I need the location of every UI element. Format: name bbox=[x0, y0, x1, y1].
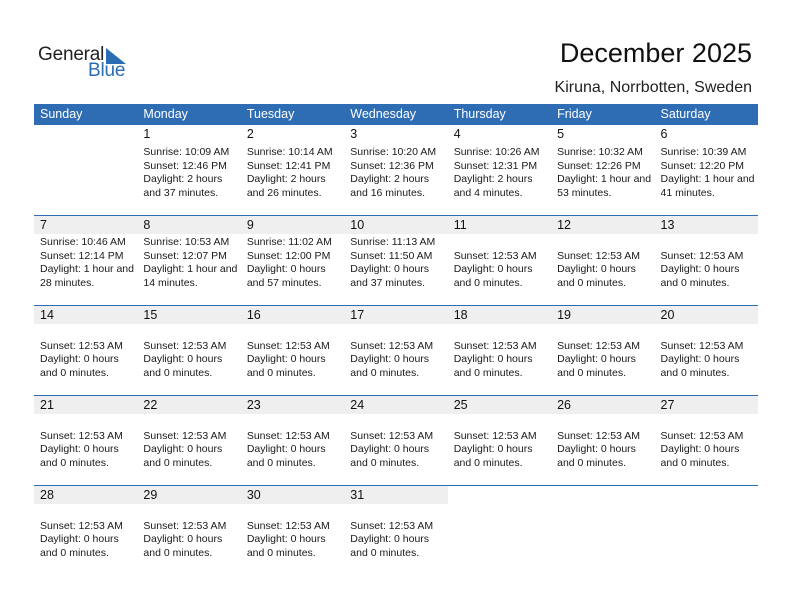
page-title: December 2025 bbox=[559, 38, 752, 68]
day-details bbox=[551, 504, 654, 560]
sunset-text: Sunset: 12:53 AM bbox=[660, 339, 744, 352]
day-number: 1 bbox=[143, 127, 151, 141]
day-details bbox=[655, 324, 758, 380]
day-details bbox=[34, 234, 137, 290]
info-row bbox=[34, 144, 758, 200]
calendar-week bbox=[34, 305, 758, 395]
day-details bbox=[448, 414, 551, 470]
daylight-text: Daylight: 0 hours bbox=[246, 443, 326, 455]
daylight-text: 14 minutes. bbox=[143, 276, 198, 289]
daylight-text: and 0 minutes. bbox=[660, 456, 730, 469]
sunrise-text: Sunrise: 11:13 AM bbox=[350, 236, 436, 248]
daylight-text: and 0 minutes. bbox=[143, 456, 213, 469]
sunrise-text: Sunrise: 10:09 AM bbox=[143, 146, 230, 158]
daylight-text: 41 minutes. bbox=[660, 186, 715, 199]
sunrise-text: Sunrise: 10:20 AM bbox=[350, 146, 437, 158]
daylight-text: Daylight: 1 hour and bbox=[40, 263, 134, 275]
daylight-text: and 0 minutes. bbox=[557, 276, 626, 289]
daylight-text: and 0 minutes. bbox=[246, 456, 316, 469]
weekday-header bbox=[34, 104, 758, 125]
daylight-text: Daylight: 0 hours bbox=[660, 443, 740, 455]
day-details bbox=[34, 324, 137, 380]
daylight-text: Daylight: 1 hour and bbox=[660, 173, 755, 185]
day-details bbox=[137, 414, 240, 470]
date-bar bbox=[34, 125, 758, 144]
daylight-text: Daylight: 0 hours bbox=[246, 263, 326, 275]
info-row bbox=[34, 504, 758, 560]
sunset-text: Sunset: 12:53 AM bbox=[143, 429, 227, 442]
daylight-text: Daylight: 0 hours bbox=[557, 443, 636, 455]
sunset-text: Sunset: 12:53 AM bbox=[557, 429, 640, 442]
sunset-text: Sunset: 12:46 PM bbox=[143, 159, 227, 172]
weekday-friday: Friday bbox=[557, 107, 592, 121]
daylight-text: and 0 minutes. bbox=[453, 456, 523, 469]
daylight-text: and 37 minutes. bbox=[350, 276, 425, 289]
day-number: 27 bbox=[655, 396, 758, 414]
sunset-text: Sunset: 12:20 PM bbox=[660, 159, 744, 172]
sunset-text: Sunset: 12:31 PM bbox=[453, 159, 538, 172]
daylight-text: Daylight: 0 hours bbox=[350, 533, 430, 545]
daylight-text: Daylight: 0 hours bbox=[143, 533, 223, 545]
daylight-text: Daylight: 0 hours bbox=[246, 533, 326, 545]
daylight-text: Daylight: 1 hour and bbox=[557, 173, 652, 185]
sunset-text: Sunset: 12:26 PM bbox=[557, 159, 641, 172]
day-details bbox=[241, 414, 344, 470]
sunrise-text bbox=[350, 326, 447, 340]
day-details bbox=[241, 324, 344, 380]
daylight-text: and 0 minutes. bbox=[350, 456, 420, 469]
sunrise-text bbox=[454, 416, 551, 430]
weekday-thursday: Thursday bbox=[453, 107, 506, 121]
day-details bbox=[551, 234, 654, 290]
day-details bbox=[34, 144, 137, 200]
day-number: 2 bbox=[246, 127, 254, 141]
daylight-text: Daylight: 0 hours bbox=[350, 443, 430, 455]
daylight-text: and 0 minutes. bbox=[40, 456, 109, 469]
day-number: 9 bbox=[241, 216, 344, 234]
daylight-text: Daylight: 1 hour and bbox=[143, 263, 238, 275]
sunset-text: Sunset: 12:53 AM bbox=[246, 339, 330, 352]
logo bbox=[38, 44, 138, 80]
sunset-text: Sunset: 12:53 AM bbox=[557, 339, 640, 352]
day-details bbox=[137, 144, 240, 200]
day-number: 18 bbox=[448, 306, 551, 324]
daylight-text: 28 minutes. bbox=[40, 276, 95, 289]
daylight-text: and 4 minutes. bbox=[453, 186, 523, 199]
day-details bbox=[344, 414, 447, 470]
daylight-text: Daylight: 0 hours bbox=[350, 353, 430, 365]
daylight-text: and 0 minutes. bbox=[40, 546, 109, 559]
sunset-text: Sunset: 12:53 AM bbox=[350, 429, 434, 442]
day-number: 30 bbox=[241, 486, 344, 504]
day-number: 22 bbox=[137, 396, 240, 414]
sunset-text: Sunset: 12:53 AM bbox=[246, 519, 330, 532]
sunset-text: Sunset: 12:53 AM bbox=[350, 339, 434, 352]
sunset-text: Sunset: 12:07 PM bbox=[143, 249, 227, 262]
sunrise-text bbox=[40, 506, 137, 520]
daylight-text: and 0 minutes. bbox=[557, 366, 626, 379]
sunrise-text: Sunrise: 10:53 AM bbox=[143, 236, 230, 248]
sunrise-text bbox=[143, 326, 240, 340]
day-number: 13 bbox=[655, 216, 758, 234]
daylight-text: Daylight: 2 hours bbox=[350, 173, 430, 185]
day-details bbox=[137, 234, 240, 290]
sunset-text: Sunset: 12:14 PM bbox=[40, 249, 124, 262]
daylight-text: Daylight: 0 hours bbox=[660, 263, 740, 275]
sunrise-text bbox=[454, 236, 551, 250]
daylight-text: Daylight: 0 hours bbox=[453, 353, 533, 365]
info-row bbox=[34, 324, 758, 380]
day-number: 29 bbox=[137, 486, 240, 504]
day-details bbox=[344, 234, 447, 290]
sunset-text: Sunset: 12:53 AM bbox=[453, 249, 537, 262]
day-details bbox=[241, 144, 344, 200]
day-details bbox=[448, 504, 551, 560]
sunset-text: Sunset: 12:36 PM bbox=[350, 159, 434, 172]
weekday-wednesday: Wednesday bbox=[350, 107, 417, 121]
daylight-text: Daylight: 0 hours bbox=[453, 263, 533, 275]
sunrise-text bbox=[143, 416, 240, 430]
day-number bbox=[551, 486, 654, 504]
daylight-text: and 0 minutes. bbox=[350, 546, 420, 559]
calendar-weeks bbox=[34, 125, 758, 575]
daylight-text: Daylight: 0 hours bbox=[40, 443, 119, 455]
day-details bbox=[241, 234, 344, 290]
logo-text-general: General bbox=[38, 44, 105, 65]
daylight-text: Daylight: 0 hours bbox=[453, 443, 533, 455]
weekday-sunday: Sunday bbox=[40, 107, 83, 121]
sunset-text: Sunset: 12:53 AM bbox=[660, 249, 744, 262]
sunrise-text bbox=[661, 416, 758, 430]
day-number: 24 bbox=[344, 396, 447, 414]
daylight-text: Daylight: 0 hours bbox=[557, 263, 636, 275]
info-row bbox=[34, 414, 758, 470]
sunrise-text: Sunrise: 10:46 AM bbox=[40, 236, 126, 248]
sunrise-text bbox=[40, 326, 137, 340]
daylight-text: Daylight: 0 hours bbox=[143, 443, 223, 455]
logo-text-blue: Blue bbox=[88, 60, 126, 81]
day-details bbox=[137, 504, 240, 560]
sunrise-text bbox=[247, 326, 344, 340]
day-number: 4 bbox=[453, 127, 461, 141]
daylight-text: and 16 minutes. bbox=[350, 186, 425, 199]
daylight-text: and 0 minutes. bbox=[350, 366, 420, 379]
day-number: 21 bbox=[34, 396, 137, 414]
day-details bbox=[551, 324, 654, 380]
sunrise-text bbox=[350, 506, 447, 520]
day-details bbox=[34, 414, 137, 470]
daylight-text: and 0 minutes. bbox=[557, 456, 626, 469]
day-number: 12 bbox=[551, 216, 654, 234]
daylight-text: Daylight: 0 hours bbox=[40, 533, 119, 545]
sunset-text: Sunset: 12:53 AM bbox=[557, 249, 640, 262]
sunrise-text: Sunrise: 11:02 AM bbox=[246, 236, 332, 248]
daylight-text: and 26 minutes. bbox=[246, 186, 322, 199]
day-number: 20 bbox=[655, 306, 758, 324]
daylight-text: and 0 minutes. bbox=[453, 366, 523, 379]
daylight-text: and 0 minutes. bbox=[660, 366, 730, 379]
day-number bbox=[448, 486, 551, 504]
sunset-text: Sunset: 12:53 AM bbox=[40, 519, 123, 532]
sunset-text: Sunset: 12:53 AM bbox=[350, 519, 434, 532]
sunset-text: Sunset: 12:53 AM bbox=[660, 429, 744, 442]
sunset-text: Sunset: 12:53 AM bbox=[246, 429, 330, 442]
sunrise-text bbox=[661, 236, 758, 250]
sunset-text: Sunset: 12:00 PM bbox=[246, 249, 331, 262]
date-bar bbox=[34, 395, 758, 414]
daylight-text: and 0 minutes. bbox=[40, 366, 109, 379]
sunrise-text bbox=[247, 506, 344, 520]
sunset-text: Sunset: 11:50 AM bbox=[350, 249, 433, 262]
day-details bbox=[448, 234, 551, 290]
day-details bbox=[551, 144, 654, 200]
weekday-tuesday: Tuesday bbox=[246, 107, 295, 121]
day-details bbox=[655, 414, 758, 470]
day-details bbox=[137, 324, 240, 380]
sunset-text: Sunset: 12:53 AM bbox=[40, 339, 123, 352]
daylight-text: Daylight: 0 hours bbox=[143, 353, 223, 365]
sunrise-text: Sunrise: 10:39 AM bbox=[660, 146, 747, 158]
sunset-text: Sunset: 12:53 AM bbox=[143, 519, 227, 532]
calendar bbox=[34, 104, 758, 575]
calendar-week bbox=[34, 215, 758, 305]
daylight-text: and 0 minutes. bbox=[143, 546, 213, 559]
sunset-text: Sunset: 12:41 PM bbox=[246, 159, 331, 172]
day-number bbox=[34, 125, 137, 144]
date-bar bbox=[34, 485, 758, 504]
day-number: 28 bbox=[34, 486, 137, 504]
day-number: 16 bbox=[241, 306, 344, 324]
day-number: 15 bbox=[137, 306, 240, 324]
day-details bbox=[448, 324, 551, 380]
sunrise-text: Sunrise: 10:26 AM bbox=[453, 146, 540, 158]
day-number: 6 bbox=[660, 127, 668, 141]
daylight-text: Daylight: 0 hours bbox=[557, 353, 636, 365]
calendar-week bbox=[34, 125, 758, 215]
day-number: 8 bbox=[137, 216, 240, 234]
day-details bbox=[344, 504, 447, 560]
sunrise-text bbox=[661, 326, 758, 340]
daylight-text: and 57 minutes. bbox=[246, 276, 322, 289]
location-subtitle: Kiruna, Norrbotten, Sweden bbox=[554, 79, 752, 96]
calendar-week bbox=[34, 395, 758, 485]
day-details bbox=[241, 504, 344, 560]
sunset-text: Sunset: 12:53 AM bbox=[453, 339, 537, 352]
date-bar bbox=[34, 305, 758, 324]
daylight-text: and 0 minutes. bbox=[660, 276, 730, 289]
daylight-text: Daylight: 0 hours bbox=[350, 263, 430, 275]
daylight-text: Daylight: 2 hours bbox=[143, 173, 223, 185]
sunset-text: Sunset: 12:53 AM bbox=[453, 429, 537, 442]
day-number: 5 bbox=[557, 127, 565, 141]
daylight-text: Daylight: 2 hours bbox=[246, 173, 326, 185]
day-details bbox=[344, 324, 447, 380]
day-number: 3 bbox=[350, 127, 358, 141]
sunset-text: Sunset: 12:53 AM bbox=[40, 429, 123, 442]
day-number: 26 bbox=[551, 396, 654, 414]
date-bar bbox=[34, 215, 758, 234]
sunrise-text bbox=[143, 506, 240, 520]
info-row bbox=[34, 234, 758, 290]
daylight-text: Daylight: 0 hours bbox=[660, 353, 740, 365]
day-number: 23 bbox=[241, 396, 344, 414]
daylight-text: Daylight: 0 hours bbox=[246, 353, 326, 365]
day-details bbox=[655, 504, 758, 560]
day-details bbox=[448, 144, 551, 200]
weekday-monday: Monday bbox=[143, 107, 188, 121]
day-number: 11 bbox=[448, 216, 551, 234]
sunrise-text bbox=[557, 236, 654, 250]
sunrise-text: Sunrise: 10:14 AM bbox=[246, 146, 333, 158]
sunrise-text bbox=[247, 416, 344, 430]
day-number: 31 bbox=[344, 486, 447, 504]
sunrise-text bbox=[40, 416, 137, 430]
calendar-week bbox=[34, 485, 758, 575]
day-details bbox=[655, 144, 758, 200]
daylight-text: and 0 minutes. bbox=[453, 276, 523, 289]
daylight-text: Daylight: 0 hours bbox=[40, 353, 119, 365]
daylight-text: Daylight: 2 hours bbox=[453, 173, 533, 185]
sunrise-text bbox=[557, 326, 654, 340]
sunrise-text bbox=[454, 326, 551, 340]
sunrise-text bbox=[350, 416, 447, 430]
day-number: 19 bbox=[551, 306, 654, 324]
day-number: 7 bbox=[34, 216, 137, 234]
daylight-text: 53 minutes. bbox=[557, 186, 612, 199]
day-details bbox=[551, 414, 654, 470]
daylight-text: and 0 minutes. bbox=[246, 546, 316, 559]
day-number: 10 bbox=[344, 216, 447, 234]
sunrise-text: Sunrise: 10:32 AM bbox=[557, 146, 643, 158]
weekday-saturday: Saturday bbox=[660, 107, 711, 121]
day-details bbox=[655, 234, 758, 290]
day-details bbox=[34, 504, 137, 560]
day-number bbox=[655, 486, 758, 504]
day-number: 14 bbox=[34, 306, 137, 324]
day-details bbox=[344, 144, 447, 200]
day-number: 25 bbox=[448, 396, 551, 414]
day-number: 17 bbox=[344, 306, 447, 324]
daylight-text: and 0 minutes. bbox=[246, 366, 316, 379]
sunset-text: Sunset: 12:53 AM bbox=[143, 339, 227, 352]
daylight-text: and 37 minutes. bbox=[143, 186, 219, 199]
daylight-text: and 0 minutes. bbox=[143, 366, 213, 379]
sunrise-text bbox=[557, 416, 654, 430]
